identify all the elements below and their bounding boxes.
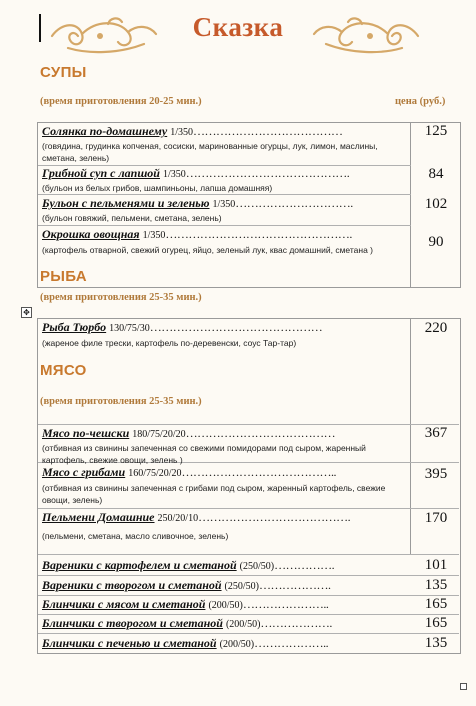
menu-item xyxy=(42,558,334,573)
menu-item xyxy=(42,465,336,480)
item-weight: 180/75/20/20 xyxy=(132,429,186,440)
row-divider xyxy=(38,194,411,195)
leader-dots: ………………. xyxy=(260,616,332,630)
section-fish-heading: РЫБА xyxy=(40,268,87,285)
leader-dots: ……………………………………. xyxy=(185,166,350,180)
item-weight: 160/75/20/20 xyxy=(128,468,182,479)
item-name: Блинчики с печенью и сметаной xyxy=(42,636,217,650)
item-price: 220 xyxy=(424,320,448,336)
item-name: Мясо по-чешски xyxy=(42,426,130,440)
item-name: Окрошка овощная xyxy=(42,227,140,241)
soups-prep-time: (время приготовления 20-25 мин.) xyxy=(40,96,202,107)
item-price: 101 xyxy=(424,557,448,573)
item-price: 135 xyxy=(424,635,448,651)
item-name: Мясо с грибами xyxy=(42,465,126,479)
item-weight: (200/50) xyxy=(225,619,261,630)
item-name: Блинчики с творогом и сметаной xyxy=(42,616,223,630)
menu-item xyxy=(42,227,352,242)
item-description: (говядина, грудинка копченая, сосиски, маринованные огурцы, лук, лимон, маслины, сметана, зелень) xyxy=(42,141,378,163)
leader-dots: ………………………………… xyxy=(185,426,336,440)
menu-item xyxy=(42,636,328,651)
item-name: Пельмени Домашние xyxy=(42,510,155,524)
item-name: Блинчики с мясом и сметаной xyxy=(42,597,206,611)
item-description: (отбивная из свинины запеченная с грибами под сыром, жаренный картофель, свежие овощи, зелень) xyxy=(42,483,386,505)
item-price: 84 xyxy=(428,166,444,182)
menu-item xyxy=(42,597,328,612)
row-divider xyxy=(38,614,459,615)
leader-dots: ……………….. xyxy=(254,636,329,650)
row-divider xyxy=(38,633,459,634)
item-price: 395 xyxy=(424,466,448,482)
row-divider xyxy=(38,508,459,509)
item-description: (бульон из белых грибов, шампиньоны, лапша домашняя) xyxy=(42,183,273,193)
item-price: 367 xyxy=(424,425,448,441)
item-name: Солянка по-домашнему xyxy=(42,124,168,138)
item-price: 125 xyxy=(424,123,448,139)
item-weight: (250/50) xyxy=(224,581,259,592)
leader-dots: ………………………………….. xyxy=(181,465,337,479)
menu-item xyxy=(42,578,331,593)
leader-dots: …………………………. xyxy=(235,196,353,210)
section-meat-heading: МЯСО xyxy=(40,362,87,379)
leader-dots: ……………………………………… xyxy=(149,320,323,334)
leader-dots: ………………….. xyxy=(242,597,329,611)
item-name: Рыба Тюрбо xyxy=(42,320,107,334)
menu-item xyxy=(42,426,335,441)
leader-dots: …………………………………. xyxy=(198,510,351,524)
item-name: Бульон с пельменями и зеленью xyxy=(42,196,210,210)
leader-dots: …………………………………………. xyxy=(165,227,352,241)
item-description: (бульон говяжий, пельмени, сметана, зелень) xyxy=(42,213,222,223)
table-move-handle-icon[interactable]: ✥ xyxy=(21,307,32,318)
meat-prep-time: (время приготовления 25-35 мин.) xyxy=(40,396,202,407)
item-weight: 250/20/10 xyxy=(157,513,199,524)
price-column-heading: цена (руб.) xyxy=(395,96,446,107)
row-divider xyxy=(38,554,459,555)
item-name: Вареники с картофелем и сметаной xyxy=(42,558,237,572)
item-description: (пельмени, сметана, масло сливочное, зелень) xyxy=(42,531,229,541)
item-price: 165 xyxy=(424,615,448,631)
menu-item xyxy=(42,166,349,181)
item-weight: 130/75/30 xyxy=(109,323,150,334)
item-description: (отбивная из свинины запеченная со свежими помидорами под сыром, жаренный картофель, свежие овощи, зелень ) xyxy=(42,443,366,465)
item-name: Грибной суп с лапшой xyxy=(42,166,160,180)
leader-dots: ……………. xyxy=(274,558,335,572)
row-divider xyxy=(38,575,459,576)
leader-dots: ………………………………… xyxy=(192,124,343,138)
menu-title: Сказка xyxy=(192,12,284,42)
item-name: Вареники с творогом и сметаной xyxy=(42,578,222,592)
row-divider xyxy=(38,225,411,226)
section-soups-heading: СУПЫ xyxy=(40,64,87,81)
item-price: 135 xyxy=(424,577,448,593)
table-resize-handle[interactable] xyxy=(460,683,467,690)
item-weight: 1/350 xyxy=(142,230,166,241)
menu-item xyxy=(42,616,332,631)
item-price: 170 xyxy=(424,510,448,526)
row-divider xyxy=(38,424,459,425)
item-weight: 1/350 xyxy=(162,169,186,180)
item-weight: (200/50) xyxy=(219,639,255,650)
price-column-divider xyxy=(410,318,411,554)
menu-item xyxy=(42,510,350,525)
menu-item xyxy=(42,320,322,335)
menu-item xyxy=(42,124,342,139)
row-divider xyxy=(38,595,459,596)
item-price: 165 xyxy=(424,596,448,612)
item-price: 90 xyxy=(428,234,444,250)
item-weight: (250/50) xyxy=(239,561,275,572)
leader-dots: ………………. xyxy=(259,578,331,592)
menu-item xyxy=(42,196,353,211)
item-weight: (200/50) xyxy=(208,600,243,611)
price-column-divider xyxy=(410,122,411,287)
item-description: (жареное филе трески, картофель по-деревенски, соус Тар-тар) xyxy=(42,338,297,348)
item-description: (картофель отварной, свежий огурец, яйцо, зеленый лук, квас домашний, сметана ) xyxy=(42,245,374,255)
fish-prep-time: (время приготовления 25-35 мин.) xyxy=(40,292,202,303)
item-price: 102 xyxy=(424,196,448,212)
item-weight: 1/350 xyxy=(170,127,193,138)
item-weight: 1/350 xyxy=(212,199,236,210)
